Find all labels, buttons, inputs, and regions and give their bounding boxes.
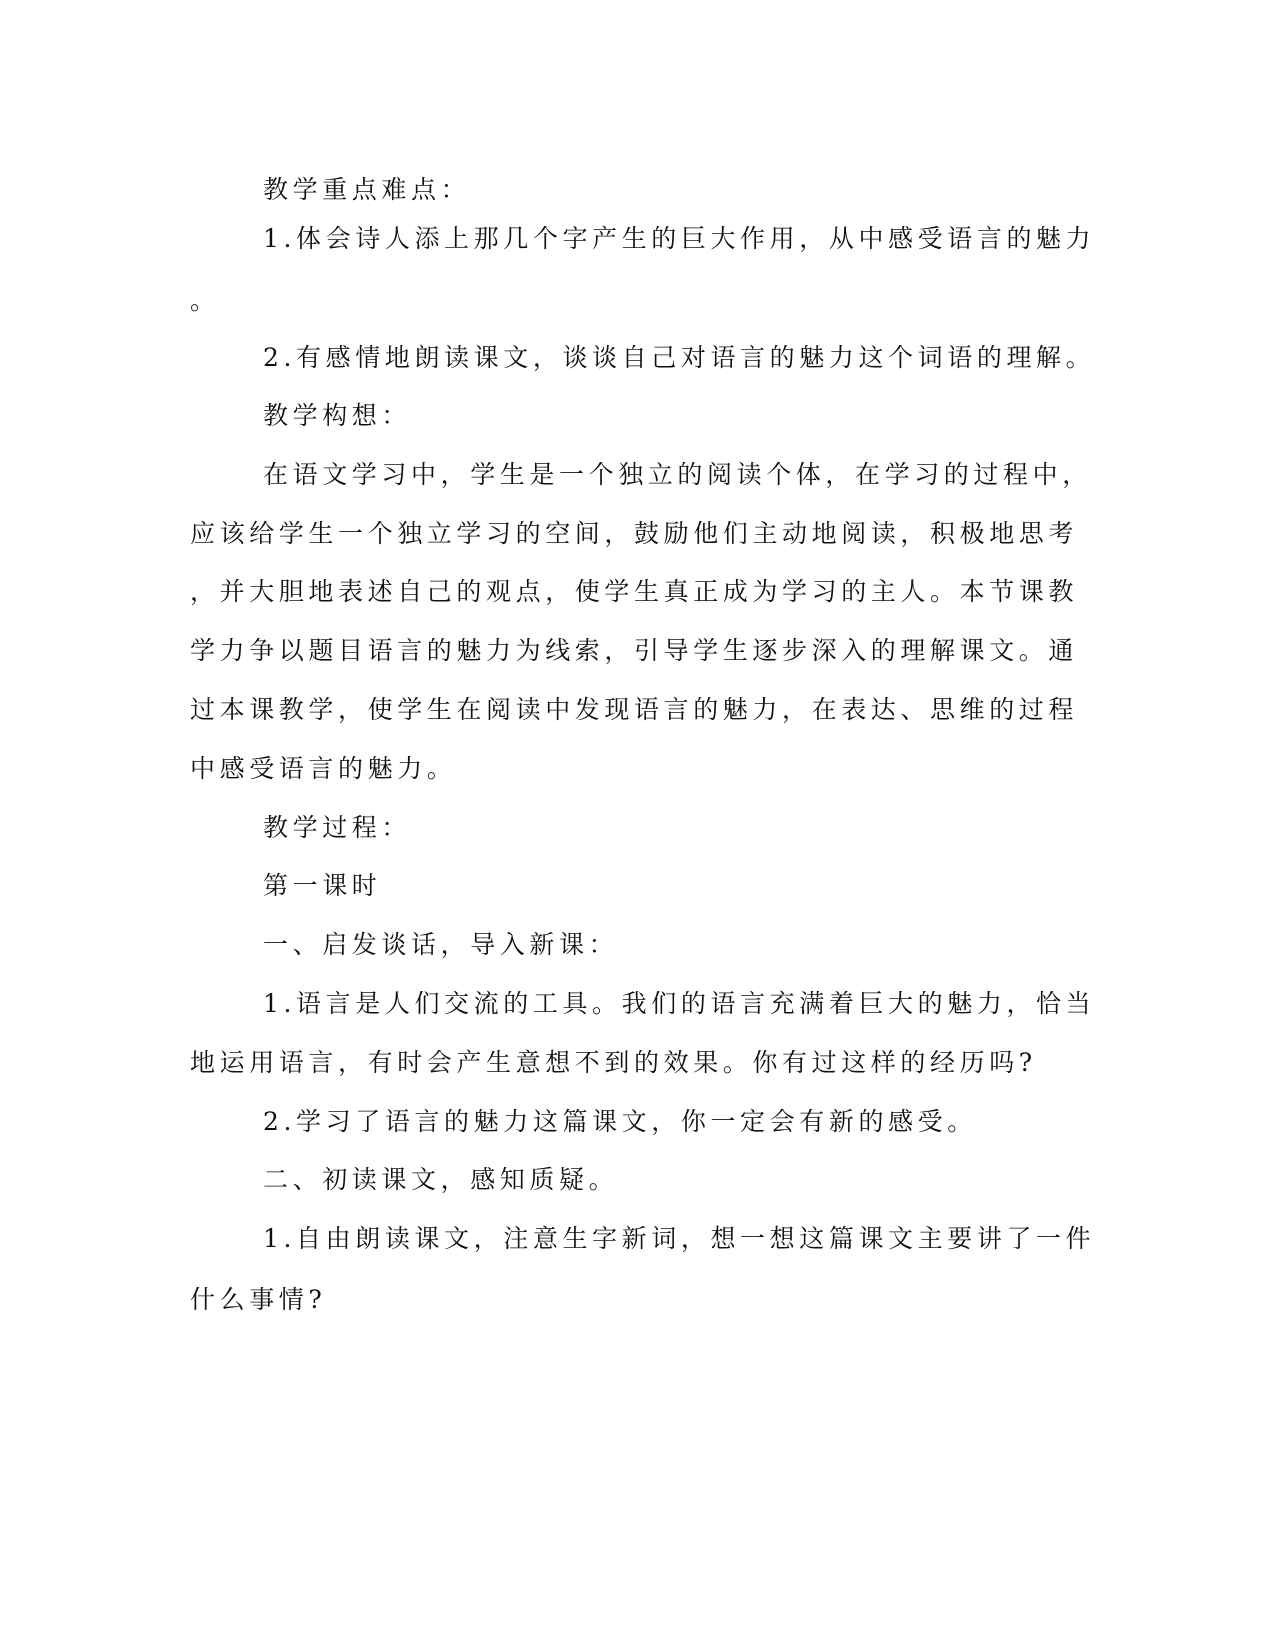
section-one-item-1: 1.语言是人们交流的工具。我们的语言充满着巨大的魅力，恰当 xyxy=(263,989,1096,1018)
section-one-heading: 一、启发谈话，导入新课： xyxy=(263,930,619,959)
section-two-item-1: 1.自由朗读课文，注意生字新词，想一想这篇课文主要讲了一件 xyxy=(263,1224,1096,1253)
heading-teaching-process: 教学过程： xyxy=(263,813,412,842)
section-one-item-1-continued: 地运用语言，有时会产生意想不到的效果。你有过这样的经历吗? xyxy=(190,1048,1037,1077)
heading-teaching-concept: 教学构想： xyxy=(263,401,412,430)
focus-item-1-continued: 。 xyxy=(190,286,220,315)
heading-teaching-focus: 教学重点难点： xyxy=(263,175,471,204)
section-two-heading: 二、初读课文，感知质疑。 xyxy=(263,1165,619,1194)
focus-item-1: 1.体会诗人添上那几个字产生的巨大作用，从中感受语言的魅力 xyxy=(263,224,1096,253)
section-one-item-2: 2.学习了语言的魅力这篇课文，你一定会有新的感受。 xyxy=(263,1107,977,1136)
concept-paragraph-line: 在语文学习中，学生是一个独立的阅读个体，在学习的过程中， xyxy=(263,460,1092,489)
concept-paragraph-line: ，并大胆地表述自己的观点，使学生真正成为学习的主人。本节课教 xyxy=(190,577,1079,606)
concept-paragraph-line: 学力争以题目语言的魅力为线索，引导学生逐步深入的理解课文。通 xyxy=(190,636,1079,665)
focus-item-2: 2.有感情地朗读课文，谈谈自己对语言的魅力这个词语的理解。 xyxy=(263,343,1096,372)
concept-paragraph-line: 过本课教学，使学生在阅读中发现语言的魅力，在表达、思维的过程 xyxy=(190,695,1079,724)
concept-paragraph-line: 应该给学生一个独立学习的空间，鼓励他们主动地阅读，积极地思考 xyxy=(190,519,1079,548)
section-two-item-1-continued: 什么事情? xyxy=(190,1285,327,1314)
concept-paragraph-line: 中感受语言的魅力。 xyxy=(190,754,457,783)
heading-first-lesson: 第一课时 xyxy=(263,871,382,900)
